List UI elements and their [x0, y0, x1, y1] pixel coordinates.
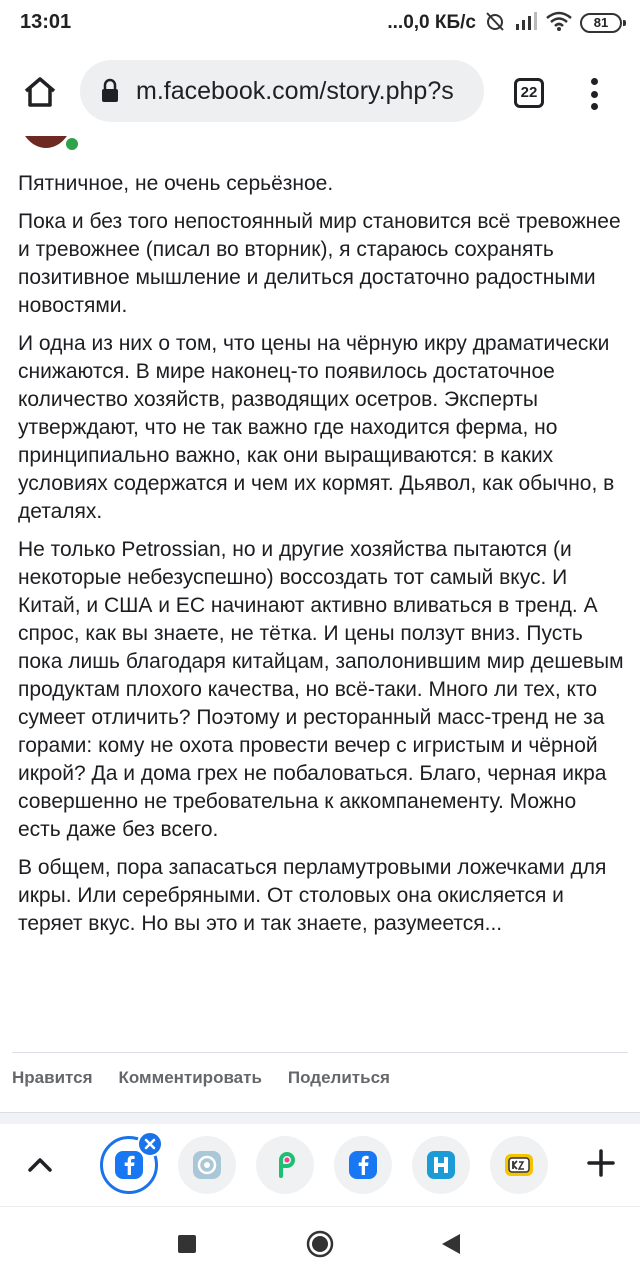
online-status-icon	[64, 136, 80, 152]
chatgpt-icon	[192, 1150, 222, 1180]
status-bar	[0, 0, 640, 48]
actions-divider	[12, 1052, 628, 1053]
back-button[interactable]	[436, 1229, 466, 1259]
share-button[interactable]: Поделиться	[287, 1068, 390, 1087]
battery-indicator: 81	[580, 13, 622, 33]
home-nav-button[interactable]	[305, 1229, 335, 1259]
post-header	[0, 136, 640, 156]
menu-dot-icon	[591, 78, 598, 85]
app-bubble-hotels[interactable]	[412, 1136, 470, 1194]
url-text: m.facebook.com/story.php?s	[136, 76, 454, 105]
app-bubble-facebook-2[interactable]	[334, 1136, 392, 1194]
close-bubble-button[interactable]	[137, 1131, 163, 1157]
app-bubble-tray	[0, 1124, 640, 1206]
post-text	[18, 170, 624, 948]
browser-toolbar	[0, 48, 640, 136]
overflow-menu-button[interactable]	[582, 74, 606, 114]
comment-button[interactable]: Комментировать	[118, 1068, 262, 1087]
circle-icon	[305, 1229, 335, 1259]
picsart-icon	[270, 1150, 300, 1180]
facebook-icon	[114, 1150, 144, 1180]
section-separator	[0, 1112, 640, 1124]
close-icon	[144, 1138, 156, 1150]
post-paragraph: Пятничное, не очень серьёзное.	[18, 172, 334, 195]
lock-icon	[100, 78, 120, 104]
tab-switcher-button[interactable]: 22	[514, 78, 544, 108]
status-time: 13:01	[20, 11, 72, 33]
facebook-icon	[348, 1150, 378, 1180]
post-actions	[12, 1068, 390, 1098]
app-bubble-k25[interactable]	[490, 1136, 548, 1194]
network-speed: ...0,0 КБ/с	[387, 12, 476, 33]
post-paragraph: Не только Petrossian, но и другие хозяйства пытаются (и некоторые небезуспешно) воссоздать тот самый вкус. И Китай, и США и ЕС начинают активно вливаться в тренд. А спрос, как вы знаете, не тётка. И цены ползут вниз. Пусть пока лишь благодаря китайцам, заполонившим мир дешевым продуктам плохого качества, но всё-таки. Много ли тех, кто сумеет отличить? Поэтому и ресторанный масс-тренд не за горами: кому не охота провести вечер с игристым и чёрной икрой? Да и дома грех не побаловаться. Благо, черная икра совершенно не требовательна к аккомпанементу. Можно есть даже без всего.	[18, 538, 624, 841]
square-icon	[176, 1233, 198, 1255]
app-bubble-picsart[interactable]	[256, 1136, 314, 1194]
recents-button[interactable]	[172, 1229, 202, 1259]
alarm-off-icon	[484, 10, 506, 37]
address-bar[interactable]	[80, 60, 484, 122]
app-bubble-chatgpt[interactable]	[178, 1136, 236, 1194]
system-navigation-bar	[0, 1206, 640, 1280]
post-paragraph: И одна из них о том, что цены на чёрную икру драматически снижаются. В мире наконец-то появилось достаточное количество хозяйств, разводящих осетров. Эксперты утверждают, что не так важно где находится ферма, но принципиально важно, как они выращиваются: в каких условиях содержатся и чем их кормят. Дьявол, как обычно, в деталях.	[18, 332, 615, 523]
signal-icon	[514, 10, 538, 37]
status-indicators	[387, 9, 622, 37]
menu-dot-icon	[591, 103, 598, 110]
add-bubble-icon[interactable]	[586, 1148, 616, 1178]
back-triangle-icon	[440, 1232, 462, 1256]
chevron-up-icon[interactable]	[24, 1150, 56, 1178]
wifi-icon	[546, 10, 572, 37]
home-icon	[22, 75, 58, 109]
post-paragraph: В общем, пора запасаться перламутровыми ложечками для икры. Или серебряными. От столовых она окисляется и теряет вкус. Но вы это и так знаете, разумеется...	[18, 856, 607, 935]
like-button[interactable]: Нравится	[12, 1068, 93, 1087]
hotels-icon	[426, 1150, 456, 1180]
app-bubble-facebook[interactable]	[100, 1136, 158, 1194]
k25-icon	[504, 1150, 534, 1180]
menu-dot-icon	[591, 91, 598, 98]
home-button[interactable]	[18, 70, 62, 114]
post-paragraph: Пока и без того непостоянный мир становится всё тревожнее и тревожнее (писал во вторник), я стараюсь сохранять позитивное мышление и делиться достаточно радостными новостями.	[18, 210, 621, 317]
